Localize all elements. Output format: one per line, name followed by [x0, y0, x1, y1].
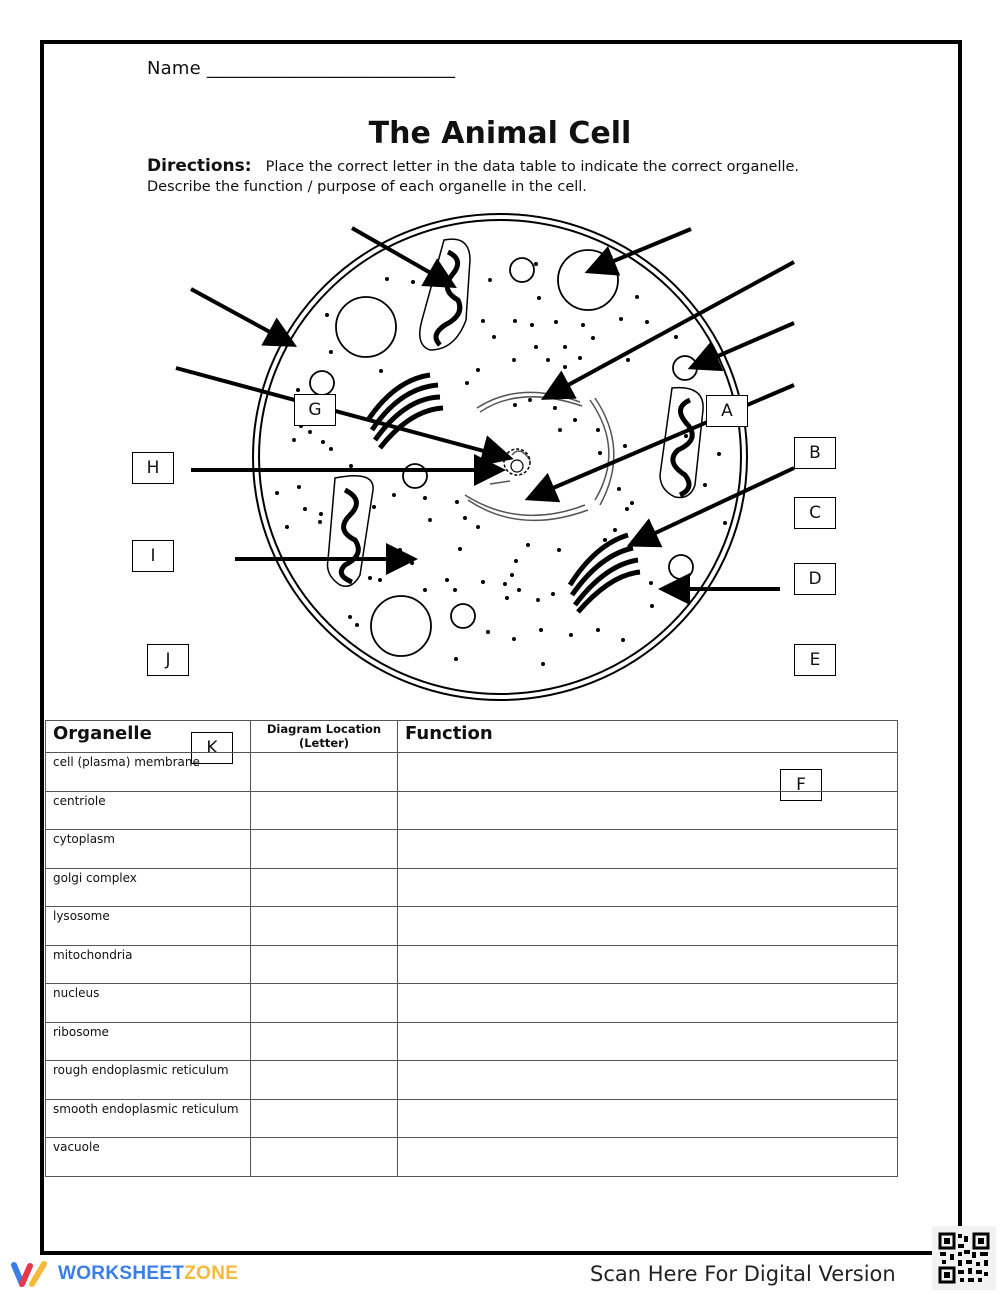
function-input[interactable]	[398, 945, 898, 984]
location-input[interactable]	[251, 868, 398, 907]
label-box-k: K	[191, 732, 233, 764]
location-input[interactable]	[251, 1099, 398, 1138]
label-box-b: B	[794, 437, 836, 469]
location-input[interactable]	[251, 830, 398, 869]
function-input[interactable]	[398, 984, 898, 1023]
name-field[interactable]: Name ___________________________	[147, 58, 456, 79]
qr-code-icon[interactable]	[932, 1226, 996, 1290]
label-box-d: D	[794, 563, 836, 595]
table-row	[46, 1099, 898, 1138]
function-input[interactable]	[398, 1061, 898, 1100]
label-box-c: C	[794, 497, 836, 529]
header-function: Function	[398, 721, 898, 753]
brand-name: WORKSHEETZONE	[58, 1263, 239, 1284]
table-row	[46, 1022, 898, 1061]
organelle-name: golgi complex	[46, 868, 251, 907]
label-box-h: H	[132, 452, 174, 484]
organelle-name: cytoplasm	[46, 830, 251, 869]
function-input[interactable]	[398, 907, 898, 946]
label-box-i: I	[132, 540, 174, 572]
location-input[interactable]	[251, 1061, 398, 1100]
function-input[interactable]	[398, 791, 898, 830]
worksheetzone-w-icon	[10, 1260, 50, 1288]
label-box-j: J	[147, 644, 189, 676]
function-input[interactable]	[398, 1022, 898, 1061]
directions-label: Directions:	[147, 156, 252, 176]
table-row	[46, 907, 898, 946]
location-input[interactable]	[251, 907, 398, 946]
directions	[147, 156, 847, 197]
organelle-name: ribosome	[46, 1022, 251, 1061]
location-input[interactable]	[251, 753, 398, 792]
location-input[interactable]	[251, 1022, 398, 1061]
location-input[interactable]	[251, 1138, 398, 1177]
organelle-name: mitochondria	[46, 945, 251, 984]
worksheetzone-logo[interactable]	[10, 1260, 238, 1288]
table-row	[46, 945, 898, 984]
label-box-a: A	[706, 395, 748, 427]
organelle-table	[45, 720, 898, 1177]
header-organelle: Organelle	[46, 721, 251, 753]
label-box-e: E	[794, 644, 836, 676]
function-input[interactable]	[398, 830, 898, 869]
location-input[interactable]	[251, 945, 398, 984]
organelle-name: cell (plasma) membrane	[46, 753, 251, 792]
label-box-g: G	[294, 394, 336, 426]
table-row	[46, 984, 898, 1023]
table-row	[46, 1138, 898, 1177]
page-title: The Animal Cell	[368, 116, 632, 151]
table-row	[46, 753, 898, 792]
organelle-name: rough endoplasmic reticulum	[46, 1061, 251, 1100]
organelle-name: smooth endoplasmic reticulum	[46, 1099, 251, 1138]
table-row	[46, 791, 898, 830]
label-box-f: F	[780, 769, 822, 801]
function-input[interactable]	[398, 1138, 898, 1177]
function-input[interactable]	[398, 1099, 898, 1138]
directions-line2: Describe the function / purpose of each organelle in the cell.	[147, 179, 587, 195]
location-input[interactable]	[251, 791, 398, 830]
function-input[interactable]	[398, 753, 898, 792]
table-row	[46, 868, 898, 907]
function-input[interactable]	[398, 868, 898, 907]
organelle-name: centriole	[46, 791, 251, 830]
header-diagram-location: Diagram Location (Letter)	[251, 721, 398, 753]
table-row	[46, 1061, 898, 1100]
directions-line1: Place the correct letter in the data table to indicate the correct organelle.	[265, 159, 800, 175]
table-header-row	[46, 721, 898, 753]
table-row	[46, 830, 898, 869]
organelle-name: nucleus	[46, 984, 251, 1023]
organelle-name: vacuole	[46, 1138, 251, 1177]
location-input[interactable]	[251, 984, 398, 1023]
organelle-name: lysosome	[46, 907, 251, 946]
scan-prompt: Scan Here For Digital Version	[590, 1262, 896, 1286]
